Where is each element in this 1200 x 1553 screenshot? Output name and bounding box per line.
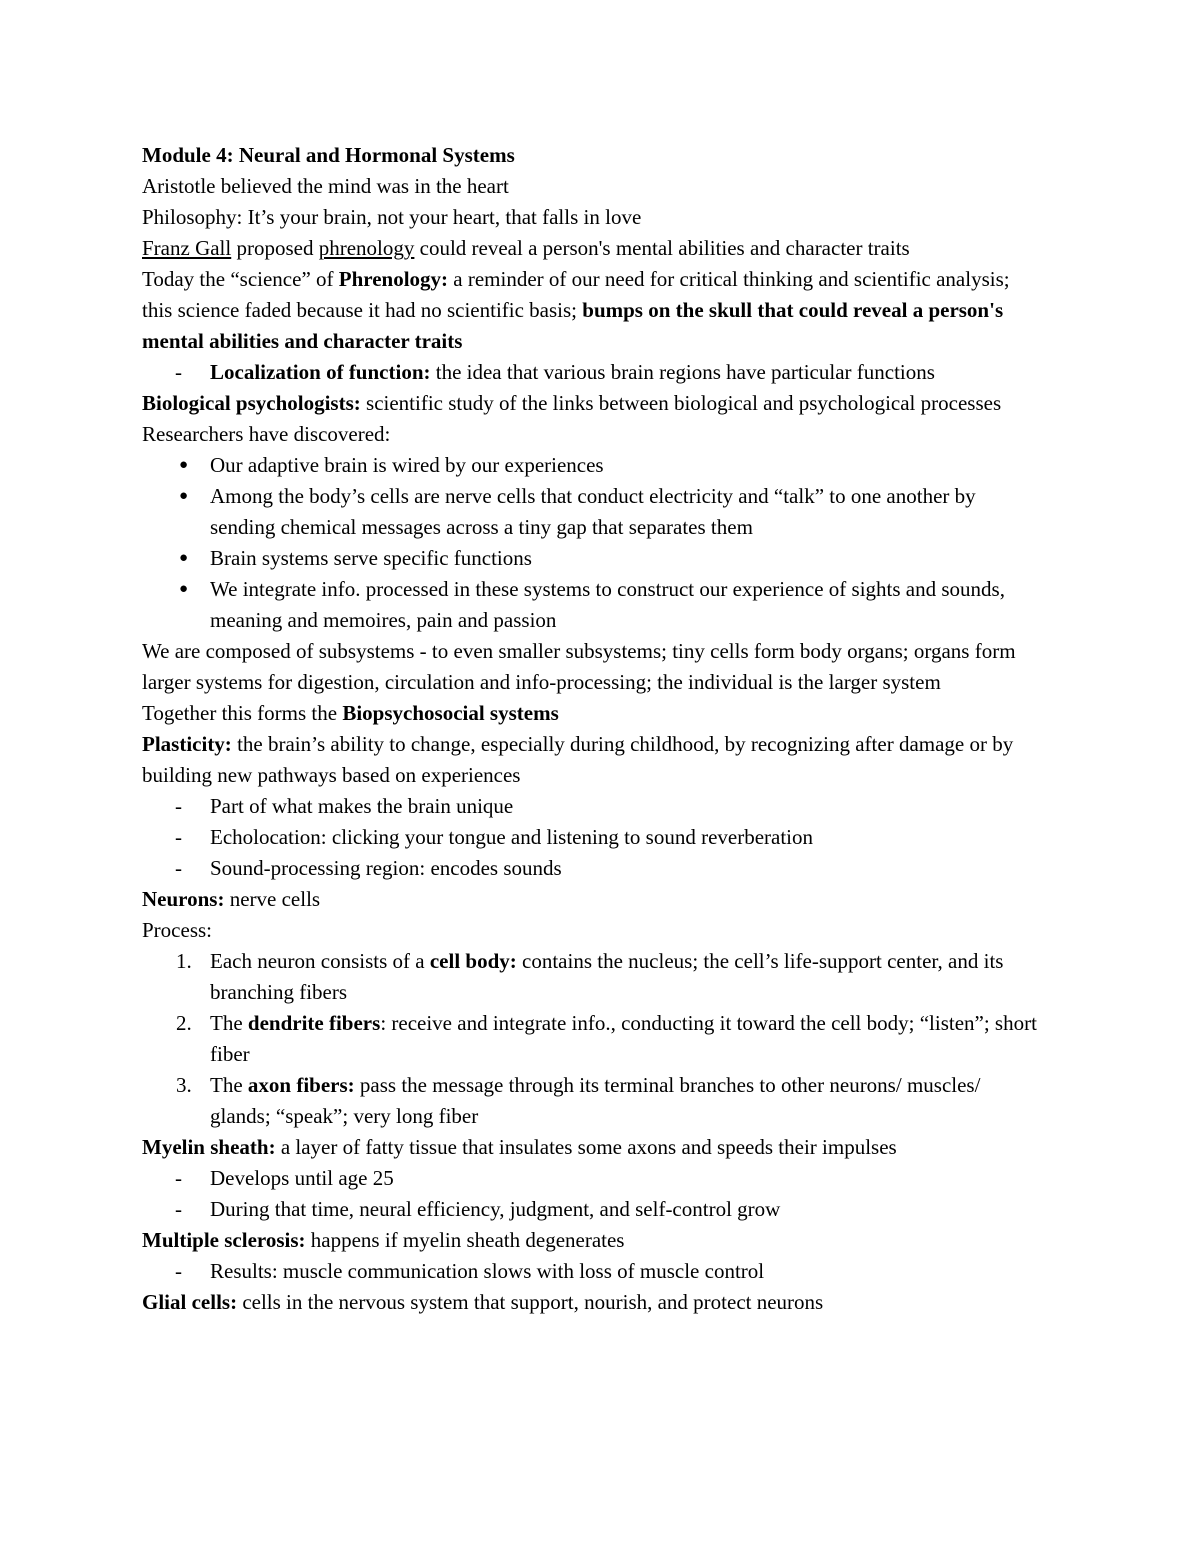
list-item	[142, 946, 1042, 1008]
paragraph-glial	[142, 1287, 1042, 1318]
list-item-text: During that time, neural efficiency, judgment, and self-control grow	[210, 1197, 781, 1221]
dash-marker: -	[175, 1166, 182, 1190]
today-text-b: a reminder of our need for critical thinking and scientific analysis; this science faded because it had no scientific basis;	[142, 267, 1010, 322]
bullet-marker: ●	[179, 488, 189, 504]
step-term: dendrite fibers	[247, 1011, 381, 1035]
step-term: cell body:	[429, 949, 517, 973]
list-item-text: We integrate info. processed in these systems to construct our experience of sights and sounds, meaning and memoires, pain and passion	[210, 577, 1005, 632]
biopsychosocial-term: Biopsychosocial systems	[342, 701, 559, 725]
localization-definition: the idea that various brain regions have particular functions	[430, 360, 935, 384]
bullet-marker: ●	[179, 550, 189, 566]
step-text-pre: Each neuron consists of a	[210, 949, 430, 973]
list-item-text: Brain systems serve specific functions	[210, 546, 532, 570]
list-item-text: Echolocation: clicking your tongue and listening to sound reverberation	[210, 825, 814, 849]
paragraph-myelin	[142, 1132, 1042, 1163]
paragraph-multiple-sclerosis	[142, 1225, 1042, 1256]
step-number: 2.	[176, 1011, 192, 1035]
step-text-pre: The	[210, 1073, 248, 1097]
step-text-post: : receive and integrate info., conducting it toward the cell body; “listen”; short fiber	[210, 1011, 1037, 1066]
list-item-text: Develops until age 25	[210, 1166, 394, 1190]
list-item	[142, 1070, 1042, 1132]
list-item	[142, 450, 1042, 481]
myelin-definition: a layer of fatty tissue that insulates some axons and speeds their impulses	[275, 1135, 897, 1159]
step-number: 1.	[176, 949, 192, 973]
step-text-pre: The	[210, 1011, 248, 1035]
plasticity-definition: the brain’s ability to change, especially during childhood, by recognizing after damage or by building new pathways based on experiences	[142, 732, 1014, 787]
list-item	[142, 481, 1042, 543]
dash-marker: -	[175, 856, 182, 880]
myelin-list	[142, 1163, 1042, 1225]
plasticity-term: Plasticity:	[142, 732, 232, 756]
bullet-marker: ●	[179, 581, 189, 597]
list-item-text: Sound-processing region: encodes sounds	[210, 856, 562, 880]
dash-marker: -	[175, 1197, 182, 1221]
glial-definition: cells in the nervous system that support, nourish, and protect neurons	[237, 1290, 824, 1314]
paragraph-researchers: Researchers have discovered:	[142, 422, 391, 446]
glial-term: Glial cells:	[142, 1290, 238, 1314]
multiple-sclerosis-list	[142, 1256, 1042, 1287]
list-item	[142, 1256, 1042, 1287]
franz-gall-underlined: Franz Gall	[142, 236, 232, 260]
neurons-definition: nerve cells	[224, 887, 321, 911]
process-steps-list	[142, 946, 1042, 1132]
neurons-term: Neurons:	[142, 887, 225, 911]
dash-marker: -	[175, 794, 182, 818]
plasticity-list	[142, 791, 1042, 884]
step-number: 3.	[176, 1073, 192, 1097]
paragraph-plasticity	[142, 729, 1042, 791]
discoveries-list	[142, 450, 1042, 636]
list-item-text: Results: muscle communication slows with loss of muscle control	[210, 1259, 765, 1283]
bullet-marker: ●	[179, 457, 189, 473]
paragraph-philosophy: Philosophy: It’s your brain, not your heart, that falls in love	[142, 205, 642, 229]
paragraph-neurons	[142, 884, 1042, 915]
list-item	[142, 791, 1042, 822]
dash-marker: -	[175, 1259, 182, 1283]
list-item	[142, 543, 1042, 574]
list-item	[142, 1163, 1042, 1194]
paragraph-aristotle: Aristotle believed the mind was in the heart	[142, 174, 509, 198]
step-text-post: pass the message through its terminal branches to other neurons/ muscles/ glands; “speak”; very long fiber	[210, 1073, 981, 1128]
list-item-text: Among the body’s cells are nerve cells that conduct electricity and “talk” to one another by sending chemical messages across a tiny gap that separates them	[210, 484, 976, 539]
list-item-localization	[142, 357, 1042, 388]
today-text-a: Today the “science” of	[142, 267, 339, 291]
gall-text-b: could reveal a person's mental abilities and character traits	[414, 236, 910, 260]
dash-marker: -	[175, 825, 182, 849]
document-body	[142, 140, 1042, 1318]
paragraph-together	[142, 698, 1042, 729]
step-text-post: contains the nucleus; the cell’s life-support center, and its branching fibers	[210, 949, 1004, 1004]
list-item	[142, 822, 1042, 853]
multiple-sclerosis-definition: happens if myelin sheath degenerates	[305, 1228, 625, 1252]
multiple-sclerosis-term: Multiple sclerosis:	[142, 1228, 306, 1252]
biological-term: Biological psychologists:	[142, 391, 361, 415]
paragraph-biological	[142, 388, 1042, 419]
gall-text-a: proposed	[231, 236, 319, 260]
document-title: Module 4: Neural and Hormonal Systems	[142, 143, 515, 167]
phrenology-term: Phrenology:	[338, 267, 449, 291]
paragraph-subsystems: We are composed of subsystems - to even smaller subsystems; tiny cells form body organs; organs form larger systems for digestion, circulation and info-processing; the individual is the larger system	[142, 639, 1016, 694]
myelin-term: Myelin sheath:	[142, 1135, 276, 1159]
bumps-bold-text: bumps on the skull that could reveal a person's mental abilities and character traits	[142, 298, 1004, 353]
list-item	[142, 574, 1042, 636]
list-item-text: Our adaptive brain is wired by our experiences	[210, 453, 604, 477]
list-item	[142, 1008, 1042, 1070]
phrenology-underlined: phrenology	[318, 236, 415, 260]
together-text: Together this forms the	[142, 701, 343, 725]
list-item-text: Part of what makes the brain unique	[210, 794, 514, 818]
dash-marker: -	[175, 360, 182, 384]
biological-definition: scientific study of the links between biological and psychological processes	[360, 391, 1002, 415]
step-term: axon fibers:	[247, 1073, 355, 1097]
list-item	[142, 1194, 1042, 1225]
localization-term: Localization of function:	[210, 360, 431, 384]
paragraph-gall	[142, 233, 1042, 264]
paragraph-process: Process:	[142, 918, 212, 942]
list-item	[142, 853, 1042, 884]
paragraph-today	[142, 264, 1042, 357]
